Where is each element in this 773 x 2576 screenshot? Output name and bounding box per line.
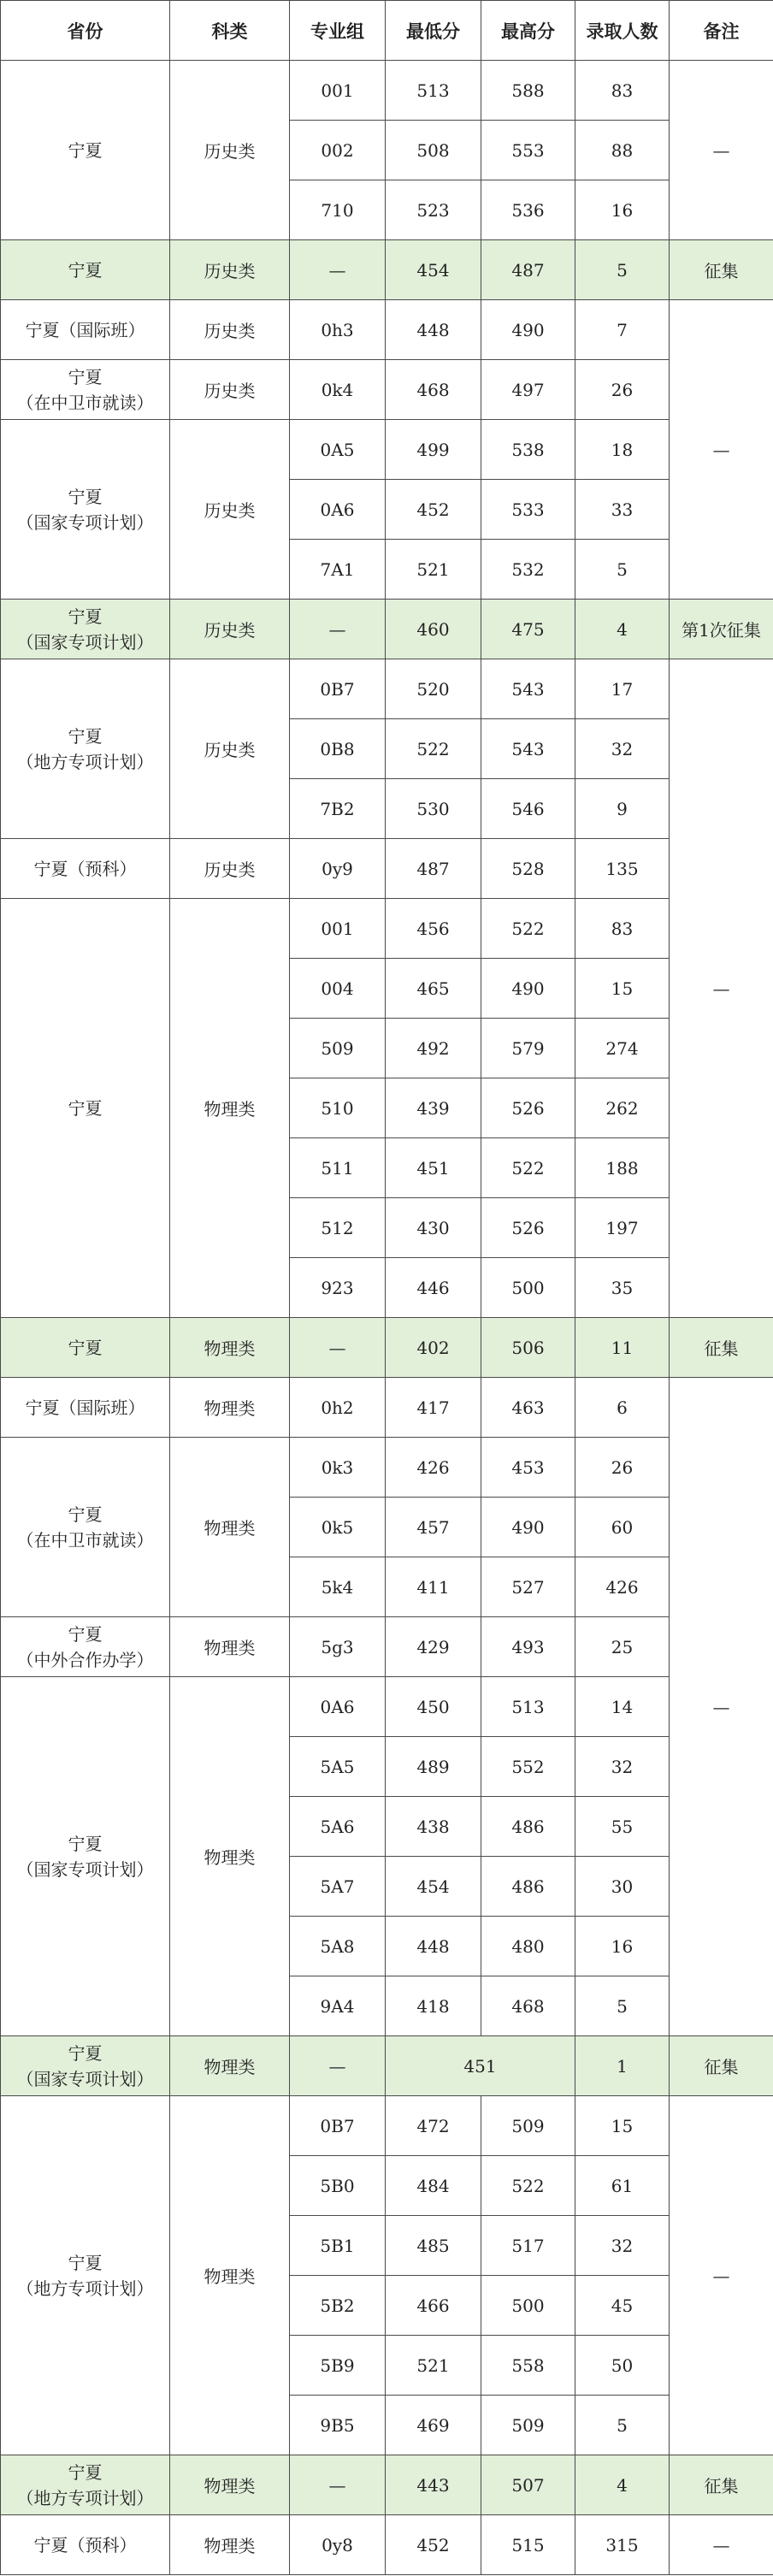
cell-max-score: 486 <box>481 1857 575 1917</box>
cell-admitted-count: 4 <box>575 2455 670 2515</box>
cell-note: 征集 <box>670 1318 773 1378</box>
cell-note: 征集 <box>670 2036 773 2096</box>
table-row <box>1 420 773 480</box>
cell-province: 宁夏 <box>1 899 170 1318</box>
cell-group: 0B7 <box>290 659 386 719</box>
cell-group: 0y8 <box>290 2515 386 2575</box>
cell-province: 宁夏 （国家专项计划） <box>1 600 170 659</box>
table-row <box>1 2515 773 2575</box>
cell-province: 宁夏 （国家专项计划） <box>1 2036 170 2096</box>
cell-province: 宁夏 （中外合作办学） <box>1 1617 170 1677</box>
cell-province: 宁夏 （在中卫市就读） <box>1 1438 170 1617</box>
cell-group: 002 <box>290 121 386 180</box>
cell-max-score: 533 <box>481 480 575 540</box>
cell-admitted-count: 35 <box>575 1258 670 1318</box>
cell-group: 510 <box>290 1078 386 1138</box>
cell-admitted-count: 50 <box>575 2336 670 2396</box>
table-row <box>1 659 773 719</box>
table-row <box>1 360 773 420</box>
cell-admitted-count: 26 <box>575 1438 670 1498</box>
table-row <box>1 2096 773 2156</box>
cell-note: 征集 <box>670 2455 773 2515</box>
cell-group: 5B1 <box>290 2216 386 2276</box>
cell-min-score: 426 <box>386 1438 481 1498</box>
cell-group: 923 <box>290 1258 386 1318</box>
cell-admitted-count: 30 <box>575 1857 670 1917</box>
cell-group: 004 <box>290 959 386 1019</box>
cell-max-score: 517 <box>481 2216 575 2276</box>
cell-category: 历史类 <box>170 360 290 420</box>
cell-min-score: 452 <box>386 480 481 540</box>
cell-admitted-count: 45 <box>575 2276 670 2336</box>
cell-group: 5A5 <box>290 1737 386 1797</box>
cell-category: 历史类 <box>170 600 290 659</box>
cell-admitted-count: 5 <box>575 1976 670 2036</box>
cell-admitted-count: 188 <box>575 1138 670 1198</box>
cell-note: — <box>670 2515 773 2575</box>
cell-admitted-count: 18 <box>575 420 670 480</box>
cell-max-score: 526 <box>481 1078 575 1138</box>
table-row <box>1 2455 773 2515</box>
cell-admitted-count: 262 <box>575 1078 670 1138</box>
cell-max-score: 490 <box>481 300 575 360</box>
cell-max-score: 527 <box>481 1557 575 1617</box>
cell-max-score: 453 <box>481 1438 575 1498</box>
cell-group: — <box>290 600 386 659</box>
cell-group: 5B9 <box>290 2336 386 2396</box>
cell-admitted-count: 5 <box>575 2396 670 2455</box>
cell-max-score: 468 <box>481 1976 575 2036</box>
cell-province: 宁夏 （地方专项计划） <box>1 659 170 839</box>
cell-group: 0A6 <box>290 1677 386 1737</box>
cell-admitted-count: 426 <box>575 1557 670 1617</box>
cell-max-score: 532 <box>481 540 575 600</box>
cell-max-score: 475 <box>481 600 575 659</box>
cell-group: 5g3 <box>290 1617 386 1677</box>
cell-max-score: 487 <box>481 240 575 300</box>
cell-group: — <box>290 2455 386 2515</box>
cell-min-score: 443 <box>386 2455 481 2515</box>
cell-max-score: 515 <box>481 2515 575 2575</box>
cell-province: 宁夏 （国家专项计划） <box>1 1677 170 2036</box>
cell-group: — <box>290 1318 386 1378</box>
cell-category: 历史类 <box>170 240 290 300</box>
cell-admitted-count: 16 <box>575 180 670 240</box>
cell-admitted-count: 25 <box>575 1617 670 1677</box>
cell-admitted-count: 55 <box>575 1797 670 1857</box>
cell-province: 宁夏 （国家专项计划） <box>1 420 170 600</box>
cell-min-score: 454 <box>386 1857 481 1917</box>
cell-min-score: 522 <box>386 719 481 779</box>
cell-group: 0B8 <box>290 719 386 779</box>
cell-max-score: 546 <box>481 779 575 839</box>
cell-group: 0y9 <box>290 839 386 899</box>
cell-min-score: 487 <box>386 839 481 899</box>
cell-max-score: 493 <box>481 1617 575 1677</box>
cell-max-score: 552 <box>481 1737 575 1797</box>
cell-group: 0h3 <box>290 300 386 360</box>
cell-category: 物理类 <box>170 1677 290 2036</box>
cell-min-score: 521 <box>386 540 481 600</box>
cell-category: 历史类 <box>170 839 290 899</box>
cell-min-score: 523 <box>386 180 481 240</box>
header-province: 省份 <box>1 1 170 61</box>
cell-admitted-count: 16 <box>575 1917 670 1976</box>
cell-max-score: 526 <box>481 1198 575 1258</box>
cell-note: — <box>670 659 773 1318</box>
cell-admitted-count: 5 <box>575 540 670 600</box>
cell-admitted-count: 315 <box>575 2515 670 2575</box>
table-row <box>1 1677 773 1737</box>
cell-admitted-count: 61 <box>575 2156 670 2216</box>
cell-min-score: 484 <box>386 2156 481 2216</box>
table-row <box>1 1318 773 1378</box>
cell-max-score: 543 <box>481 659 575 719</box>
table-row <box>1 240 773 300</box>
cell-min-score: 454 <box>386 240 481 300</box>
cell-group: 5A8 <box>290 1917 386 1976</box>
cell-min-score: 450 <box>386 1677 481 1737</box>
cell-min-score: 513 <box>386 61 481 121</box>
table-row <box>1 1438 773 1498</box>
cell-group: 5k4 <box>290 1557 386 1617</box>
cell-admitted-count: 17 <box>575 659 670 719</box>
cell-category: 历史类 <box>170 61 290 240</box>
cell-min-score: 489 <box>386 1737 481 1797</box>
cell-admitted-count: 11 <box>575 1318 670 1378</box>
cell-group: — <box>290 240 386 300</box>
cell-admitted-count: 5 <box>575 240 670 300</box>
cell-group: 0k3 <box>290 1438 386 1498</box>
cell-group: 5B2 <box>290 2276 386 2336</box>
cell-note: — <box>670 2096 773 2455</box>
cell-min-score: 457 <box>386 1498 481 1557</box>
cell-admitted-count: 60 <box>575 1498 670 1557</box>
cell-max-score: 480 <box>481 1917 575 1976</box>
cell-note: — <box>670 1378 773 2036</box>
cell-note: 征集 <box>670 240 773 300</box>
cell-group: 5A7 <box>290 1857 386 1917</box>
cell-group: 0A6 <box>290 480 386 540</box>
cell-min-score: 499 <box>386 420 481 480</box>
cell-admitted-count: 197 <box>575 1198 670 1258</box>
cell-group: 001 <box>290 899 386 959</box>
cell-category: 物理类 <box>170 2455 290 2515</box>
cell-admitted-count: 4 <box>575 600 670 659</box>
cell-province: 宁夏 （在中卫市就读） <box>1 360 170 420</box>
cell-min-score: 469 <box>386 2396 481 2455</box>
cell-category: 物理类 <box>170 899 290 1318</box>
cell-min-score: 468 <box>386 360 481 420</box>
cell-min-score: 520 <box>386 659 481 719</box>
cell-max-score: 500 <box>481 1258 575 1318</box>
cell-category: 物理类 <box>170 2096 290 2455</box>
cell-max-score: 507 <box>481 2455 575 2515</box>
cell-max-score: 558 <box>481 2336 575 2396</box>
cell-max-score: 522 <box>481 1138 575 1198</box>
cell-group: 512 <box>290 1198 386 1258</box>
table-row <box>1 899 773 959</box>
header-max-score: 最高分 <box>481 1 575 61</box>
cell-group: 0k5 <box>290 1498 386 1557</box>
cell-note: — <box>670 300 773 600</box>
table-row <box>1 1378 773 1438</box>
header-category: 科类 <box>170 1 290 61</box>
cell-category: 物理类 <box>170 1318 290 1378</box>
cell-province: 宁夏 （地方专项计划） <box>1 2455 170 2515</box>
cell-category: 物理类 <box>170 2515 290 2575</box>
cell-score: 451 <box>386 2036 575 2096</box>
cell-group: 5B0 <box>290 2156 386 2216</box>
cell-admitted-count: 7 <box>575 300 670 360</box>
cell-admitted-count: 32 <box>575 719 670 779</box>
cell-category: 历史类 <box>170 420 290 600</box>
cell-min-score: 429 <box>386 1617 481 1677</box>
cell-max-score: 500 <box>481 2276 575 2336</box>
cell-group: 0A5 <box>290 420 386 480</box>
cell-group: 509 <box>290 1019 386 1078</box>
cell-min-score: 417 <box>386 1378 481 1438</box>
cell-province: 宁夏 （地方专项计划） <box>1 2096 170 2455</box>
cell-max-score: 579 <box>481 1019 575 1078</box>
cell-province: 宁夏（国际班） <box>1 300 170 360</box>
cell-min-score: 521 <box>386 2336 481 2396</box>
cell-group: — <box>290 2036 386 2096</box>
cell-group: 5A6 <box>290 1797 386 1857</box>
cell-admitted-count: 32 <box>575 1737 670 1797</box>
table-row <box>1 839 773 899</box>
cell-group: 9A4 <box>290 1976 386 2036</box>
cell-min-score: 402 <box>386 1318 481 1378</box>
cell-min-score: 456 <box>386 899 481 959</box>
cell-max-score: 588 <box>481 61 575 121</box>
cell-max-score: 538 <box>481 420 575 480</box>
table-row <box>1 61 773 121</box>
cell-admitted-count: 15 <box>575 2096 670 2156</box>
cell-max-score: 497 <box>481 360 575 420</box>
cell-group: 001 <box>290 61 386 121</box>
cell-max-score: 506 <box>481 1318 575 1378</box>
cell-group: 7A1 <box>290 540 386 600</box>
cell-admitted-count: 6 <box>575 1378 670 1438</box>
cell-category: 物理类 <box>170 1617 290 1677</box>
cell-admitted-count: 135 <box>575 839 670 899</box>
cell-category: 物理类 <box>170 2036 290 2096</box>
cell-group: 0B7 <box>290 2096 386 2156</box>
table-row <box>1 2036 773 2096</box>
cell-group: 511 <box>290 1138 386 1198</box>
cell-max-score: 509 <box>481 2096 575 2156</box>
cell-admitted-count: 26 <box>575 360 670 420</box>
cell-min-score: 508 <box>386 121 481 180</box>
cell-min-score: 439 <box>386 1078 481 1138</box>
cell-max-score: 543 <box>481 719 575 779</box>
cell-province: 宁夏（预科） <box>1 2515 170 2575</box>
cell-min-score: 446 <box>386 1258 481 1318</box>
cell-group: 0h2 <box>290 1378 386 1438</box>
cell-min-score: 485 <box>386 2216 481 2276</box>
cell-min-score: 530 <box>386 779 481 839</box>
cell-min-score: 492 <box>386 1019 481 1078</box>
cell-note: — <box>670 61 773 240</box>
cell-admitted-count: 32 <box>575 2216 670 2276</box>
cell-province: 宁夏 <box>1 240 170 300</box>
header-group: 专业组 <box>290 1 386 61</box>
cell-min-score: 465 <box>386 959 481 1019</box>
table-row <box>1 600 773 659</box>
cell-group: 710 <box>290 180 386 240</box>
cell-min-score: 472 <box>386 2096 481 2156</box>
cell-max-score: 509 <box>481 2396 575 2455</box>
cell-admitted-count: 88 <box>575 121 670 180</box>
cell-min-score: 418 <box>386 1976 481 2036</box>
table-body <box>1 61 773 2575</box>
cell-admitted-count: 33 <box>575 480 670 540</box>
cell-min-score: 460 <box>386 600 481 659</box>
cell-min-score: 430 <box>386 1198 481 1258</box>
cell-max-score: 528 <box>481 839 575 899</box>
header-admitted-count: 录取人数 <box>575 1 670 61</box>
cell-admitted-count: 9 <box>575 779 670 839</box>
header-row <box>1 1 773 61</box>
cell-max-score: 490 <box>481 1498 575 1557</box>
cell-admitted-count: 83 <box>575 899 670 959</box>
cell-min-score: 448 <box>386 1917 481 1976</box>
cell-min-score: 452 <box>386 2515 481 2575</box>
cell-province: 宁夏（国际班） <box>1 1378 170 1438</box>
cell-max-score: 536 <box>481 180 575 240</box>
cell-admitted-count: 15 <box>575 959 670 1019</box>
cell-max-score: 522 <box>481 2156 575 2216</box>
cell-group: 7B2 <box>290 779 386 839</box>
table-row <box>1 1617 773 1677</box>
cell-admitted-count: 83 <box>575 61 670 121</box>
cell-max-score: 463 <box>481 1378 575 1438</box>
cell-province: 宁夏 <box>1 1318 170 1378</box>
cell-province: 宁夏（预科） <box>1 839 170 899</box>
cell-max-score: 490 <box>481 959 575 1019</box>
cell-min-score: 466 <box>386 2276 481 2336</box>
cell-province: 宁夏 <box>1 61 170 240</box>
cell-group: 0k4 <box>290 360 386 420</box>
cell-min-score: 411 <box>386 1557 481 1617</box>
cell-max-score: 486 <box>481 1797 575 1857</box>
cell-group: 9B5 <box>290 2396 386 2455</box>
cell-note: 第1次征集 <box>670 600 773 659</box>
cell-max-score: 553 <box>481 121 575 180</box>
table-row <box>1 300 773 360</box>
header-note: 备注 <box>670 1 773 61</box>
cell-max-score: 522 <box>481 899 575 959</box>
cell-max-score: 513 <box>481 1677 575 1737</box>
cell-category: 物理类 <box>170 1438 290 1617</box>
cell-min-score: 438 <box>386 1797 481 1857</box>
cell-category: 历史类 <box>170 659 290 839</box>
cell-admitted-count: 274 <box>575 1019 670 1078</box>
cell-admitted-count: 14 <box>575 1677 670 1737</box>
cell-category: 历史类 <box>170 300 290 360</box>
cell-min-score: 448 <box>386 300 481 360</box>
header-min-score: 最低分 <box>386 1 481 61</box>
cell-min-score: 451 <box>386 1138 481 1198</box>
cell-category: 物理类 <box>170 1378 290 1438</box>
cell-admitted-count: 1 <box>575 2036 670 2096</box>
